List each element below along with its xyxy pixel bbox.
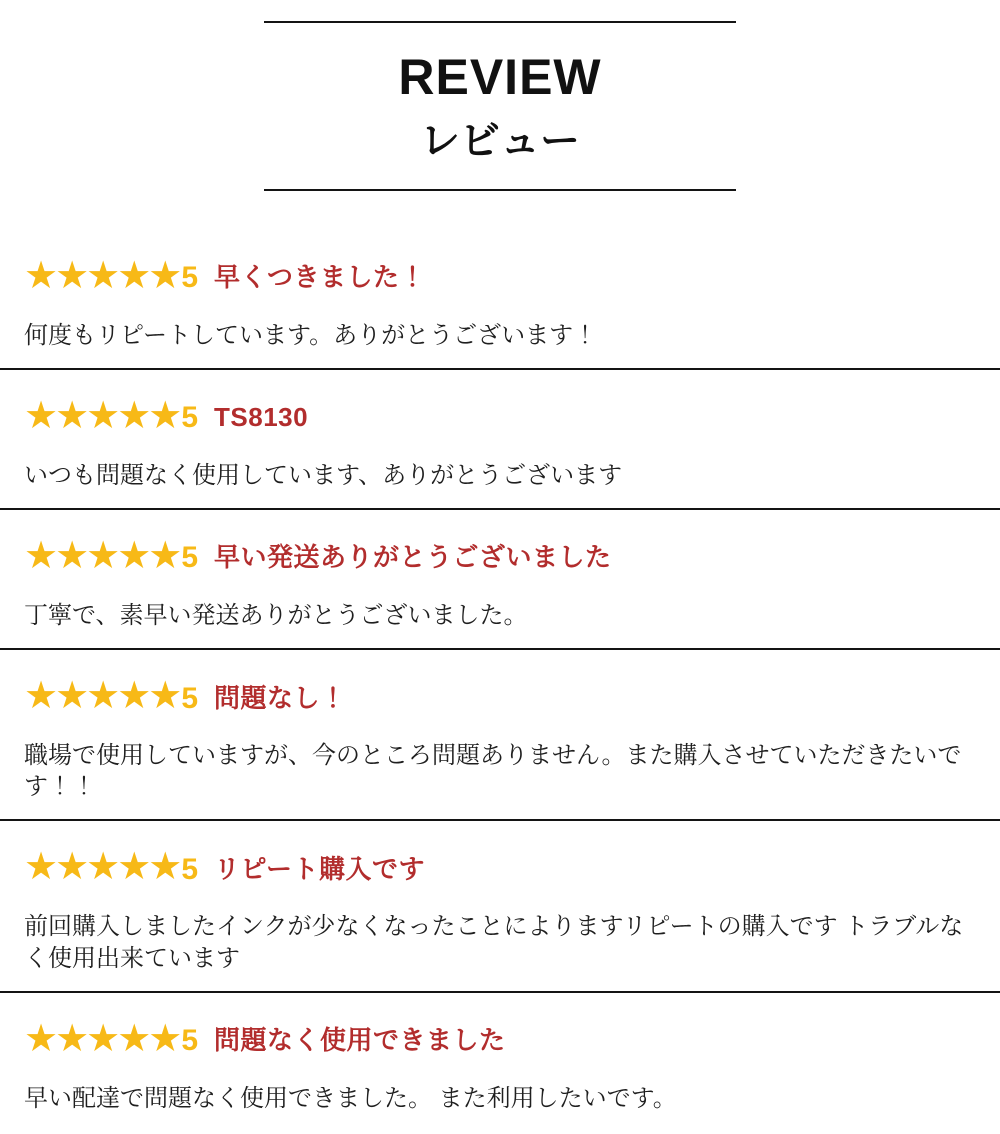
star-rating-icons: ★★★★★ [24,675,180,718]
review-body: 早い配達で問題なく使用できました。 また利用したいです。 [24,1084,677,1112]
star-rating-icons: ★★★★★ [24,534,180,577]
review-section-header [264,21,736,191]
review-body: 前回購入しましたインクが少なくなったことによりますリピートの購入です トラブルなく使用出来ています [24,913,964,972]
review-score: 5 [181,852,199,886]
review-header-row [24,846,976,889]
review-header-row [24,394,976,437]
review-body: 何度もリピートしています。ありがとうございます！ [24,321,598,349]
review-item [0,510,1000,650]
review-header-row [24,1017,976,1060]
review-item [0,225,1000,370]
review-title: 問題なし！ [214,682,347,713]
review-header-row [24,534,976,577]
review-header-row [24,254,976,297]
review-title: 早い発送ありがとうございました [214,542,612,573]
star-rating-icons: ★★★★★ [24,254,180,297]
review-body: いつも問題なく使用しています、ありがとうございます [24,461,623,489]
review-item [0,821,1000,992]
review-title: リピート購入です [214,853,425,884]
review-list [0,225,1000,1132]
review-title: 早くつきました！ [214,262,427,292]
review-item [0,650,1000,821]
review-item [0,370,1000,510]
section-title-japanese: レビュー [420,118,580,163]
review-score: 5 [181,681,199,715]
review-score: 5 [181,541,199,575]
review-title: 問題なく使用できました [214,1025,506,1056]
review-item [0,993,1000,1131]
section-title-english: REVIEW [398,49,602,105]
star-rating-icons: ★★★★★ [24,1017,180,1060]
review-score: 5 [181,401,199,435]
review-title: TS8130 [214,402,309,433]
review-header-row [24,675,976,718]
review-score: 5 [181,261,199,294]
review-score: 5 [181,1024,199,1058]
review-body: 丁寧で、素早い発送ありがとうございました。 [24,601,528,629]
star-rating-icons: ★★★★★ [24,846,180,889]
star-rating-icons: ★★★★★ [24,394,180,437]
review-body: 職場で使用していますが、今のところ問題ありません。また購入させていただきたいです！！ [24,742,962,801]
